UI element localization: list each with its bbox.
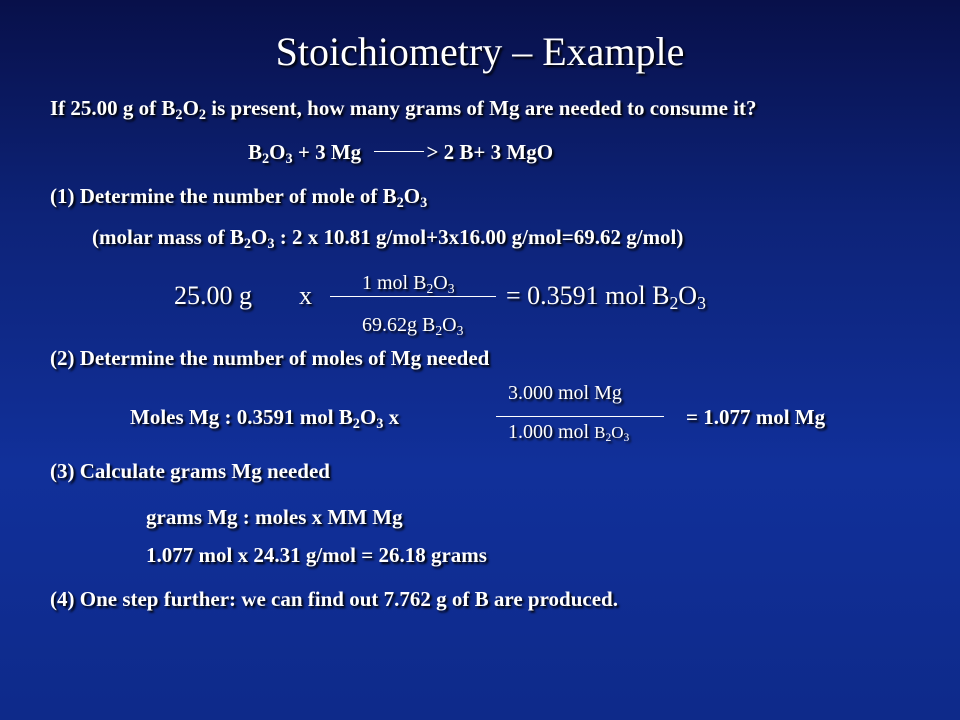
calc1-multiply: x xyxy=(299,281,312,310)
calc1-numerator: 1 mol $B_2O_3$ xyxy=(362,272,455,296)
calc1-fraction-bar xyxy=(330,296,496,297)
calc1-given-mass: 25.00 g xyxy=(174,281,252,310)
mass-calculation: 1.077 mol x 24.31 g/mol = 26.18 grams xyxy=(146,543,487,567)
grams-formula: grams Mg : moles x MM Mg xyxy=(146,505,403,529)
calc2-moles-expression: Moles Mg : 0.3591 mol $B_2O_3$ x xyxy=(130,405,400,432)
step3-heading: (3) Calculate grams Mg needed xyxy=(50,459,330,483)
calc1-result: = 0.3591 mol $B_2O_3$ xyxy=(506,281,706,313)
question-text: If 25.00 g of $B_2O_2$ is present, how many grams of Mg are needed to consume it? xyxy=(50,96,757,123)
slide-title: Stoichiometry – Example xyxy=(275,29,685,74)
step4-text: (4) One step further: we can find out 7.762 g of B are produced. xyxy=(50,587,618,611)
chemical-equation: $B_2O_3 + 3$ Mg > 2 B+ 3 MgO xyxy=(248,140,554,167)
calc2-numerator: 3.000 mol Mg xyxy=(508,382,622,404)
calc1-denominator: 69.62g $B_2O_3$ xyxy=(362,314,464,338)
step1-heading: (1) Determine the number of mole of $B_2O_3$ xyxy=(50,184,428,211)
step2-heading: (2) Determine the number of moles of Mg needed xyxy=(50,346,490,370)
calc2-denominator: 1.000 mol $B_2O_3$ xyxy=(508,421,630,445)
calc2-fraction-bar xyxy=(496,416,664,417)
molar-mass-text: (molar mass of $B_2O_3$ : 2 x 10.81 g/mol+3x16.00 g/mol=69.62 g/mol) xyxy=(92,225,684,252)
reaction-arrow xyxy=(374,151,424,152)
calc2-result: = 1.077 mol Mg xyxy=(686,405,826,429)
